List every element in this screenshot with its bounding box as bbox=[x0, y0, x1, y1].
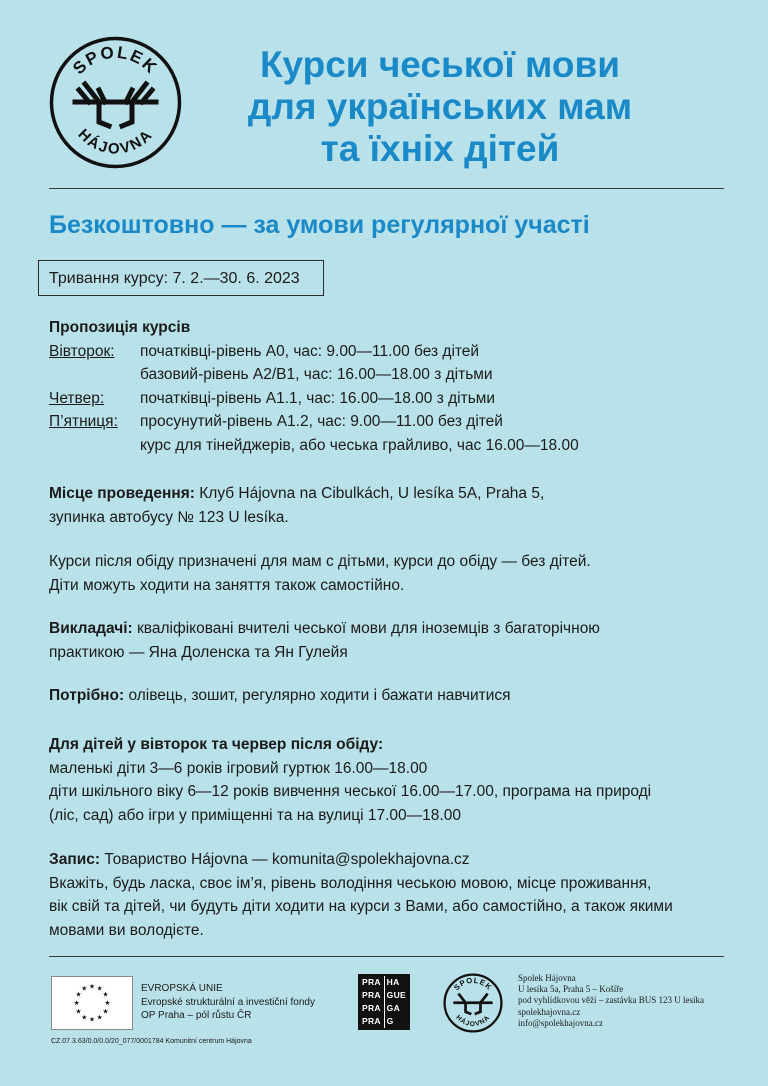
contact-line: pod vyhlídkovou věží – zastávka BUS 123 U lesíka bbox=[518, 995, 704, 1006]
signup-line: вік свій та дітей, чи будуть діти ходити на курси з Вами, або самостійно, а також якими bbox=[49, 898, 673, 915]
svg-text:SPOLEK: SPOLEK bbox=[451, 975, 494, 993]
kids-line: (ліс, сад) або ігри у приміщенні та на вулиці 17.00—18.00 bbox=[49, 806, 461, 824]
kids-line: маленькі діти 3—6 років ігровий гуртюк 16.00—18.00 bbox=[49, 759, 428, 777]
title-line: Курси чеської мови bbox=[259, 44, 621, 85]
requirements-text: олівець, зошит, регулярно ходити і бажати навчитися bbox=[124, 687, 511, 704]
svg-text:★: ★ bbox=[96, 984, 103, 993]
schedule-row bbox=[49, 434, 729, 458]
schedule-note bbox=[49, 550, 729, 597]
kids-heading: Для дітей у вівторок та червер після обіду: bbox=[49, 736, 384, 753]
svg-text:★: ★ bbox=[88, 982, 96, 991]
signup-line: мовами ви володієте. bbox=[49, 921, 204, 939]
divider bbox=[49, 188, 724, 189]
schedule-text: базовий-рівень A2/B1, час: 16.00—18.00 з дітьми bbox=[140, 366, 493, 383]
schedule-text: початківці-рівень A0, час: 9.00—11.00 без дітей bbox=[140, 342, 480, 360]
spolek-hajovna-logo-icon bbox=[49, 36, 182, 169]
schedule-text: просунутий-рівень A1.2, час: 9.00—11.00 без дітей bbox=[140, 413, 503, 430]
signup-line: Вкажіть, будь ласка, своє ім’я, рівень володіння чеською мовою, місце проживання, bbox=[49, 874, 652, 892]
subtitle: Безкоштовно — за умови регулярної участі bbox=[49, 211, 590, 239]
praha-logo: PRA PRA PRA PRA HA GUE GA G bbox=[358, 974, 410, 1030]
footer-divider bbox=[49, 956, 724, 957]
course-offerings-heading: Пропозиція курсів bbox=[49, 319, 191, 336]
schedule-note-line: Діти можуть ходити на заняття також самостійно. bbox=[49, 576, 405, 594]
course-duration: Тривання курсу: 7. 2.—30. 6. 2023 bbox=[38, 260, 324, 296]
schedule-row bbox=[49, 410, 729, 434]
svg-text:★: ★ bbox=[81, 984, 88, 993]
schedule-day: Вівторок: bbox=[49, 342, 115, 360]
teachers-text: кваліфіковані вчителі чеської мови для іноземців з багаторічною bbox=[132, 620, 600, 637]
page-title bbox=[190, 44, 690, 170]
contact-info bbox=[518, 973, 748, 1029]
title-line: для українських мам bbox=[247, 86, 633, 127]
contact-line: U lesíka 5a, Praha 5 – Košíře bbox=[518, 984, 624, 995]
svg-text:★: ★ bbox=[104, 998, 111, 1007]
svg-text:★: ★ bbox=[73, 998, 80, 1007]
venue-stop: зупинка автобусу № 123 U lesíka. bbox=[49, 508, 289, 526]
schedule-text: початківці-рівень A1.1, час: 16.00—18.00 з дітьми bbox=[140, 389, 496, 407]
schedule-day: Четвер: bbox=[49, 389, 105, 407]
svg-text:★: ★ bbox=[75, 1007, 82, 1016]
contact-line: Spolek Hájovna bbox=[518, 973, 576, 983]
svg-text:★: ★ bbox=[102, 990, 109, 999]
teachers-names: практикою — Яна Доленска та Ян Гулейя bbox=[49, 643, 348, 661]
kids-line: діти шкільного віку 6—12 років вивчення чеської 16.00—17.00, програма на природі bbox=[49, 783, 652, 800]
venue bbox=[49, 482, 729, 529]
course-offerings bbox=[49, 316, 729, 457]
kids-program bbox=[49, 733, 729, 827]
schedule-text: курс для тінейджерів, або чеська грайливо, час 16.00—18.00 bbox=[140, 436, 579, 454]
schedule-day bbox=[49, 363, 140, 387]
teachers-label: Викладачі: bbox=[49, 620, 133, 637]
venue-label: Місце проведення: bbox=[49, 485, 195, 502]
eu-flag-icon bbox=[51, 976, 133, 1030]
schedule-row bbox=[49, 387, 729, 411]
schedule-day bbox=[49, 434, 140, 458]
eu-funding-text bbox=[141, 982, 351, 1023]
svg-text:HÁJOVNA: HÁJOVNA bbox=[74, 125, 157, 158]
svg-text:SPOLEK: SPOLEK bbox=[69, 42, 162, 79]
contact-email: info@spolekhajovna.cz bbox=[518, 1017, 604, 1028]
signup bbox=[49, 848, 729, 942]
schedule-note-line: Курси після обіду призначені для мам с дітьми, курси до обіду — без дітей. bbox=[49, 553, 591, 570]
svg-text:★: ★ bbox=[102, 1007, 109, 1016]
venue-address: Клуб Hájovna na Cibulkách, U lesíka 5A, Praha 5, bbox=[194, 485, 545, 502]
schedule-day: П’ятниця: bbox=[49, 413, 118, 430]
eu-line: Evropské strukturální a investiční fondy bbox=[141, 996, 315, 1008]
contact-website: spolekhajovna.cz bbox=[518, 1006, 581, 1017]
eu-line: OP Praha – pól růstu ČR bbox=[141, 1010, 252, 1021]
svg-text:★: ★ bbox=[96, 1013, 103, 1022]
spolek-hajovna-small-logo-icon bbox=[443, 973, 503, 1033]
svg-text:★: ★ bbox=[81, 1013, 88, 1022]
svg-text:★: ★ bbox=[75, 990, 82, 999]
title-line: та їхніх дітей bbox=[320, 128, 560, 169]
signup-label: Запис: bbox=[49, 851, 101, 868]
project-code: CZ.07.3.63/0.0/0.0/20_077/0001784 Komunitní centrum Hájovna bbox=[51, 1038, 252, 1045]
svg-text:HÁJOVNA: HÁJOVNA bbox=[454, 1014, 492, 1029]
requirements bbox=[49, 684, 729, 708]
schedule-row bbox=[49, 340, 729, 364]
eu-line: EVROPSKÁ UNIE bbox=[141, 983, 223, 994]
requirements-label: Потрібно: bbox=[49, 687, 125, 704]
svg-text:★: ★ bbox=[88, 1015, 96, 1024]
signup-contact: Товариство Hájovna — komunita@spolekhajovna.cz bbox=[100, 851, 470, 868]
teachers bbox=[49, 617, 729, 664]
schedule-row bbox=[49, 363, 729, 387]
